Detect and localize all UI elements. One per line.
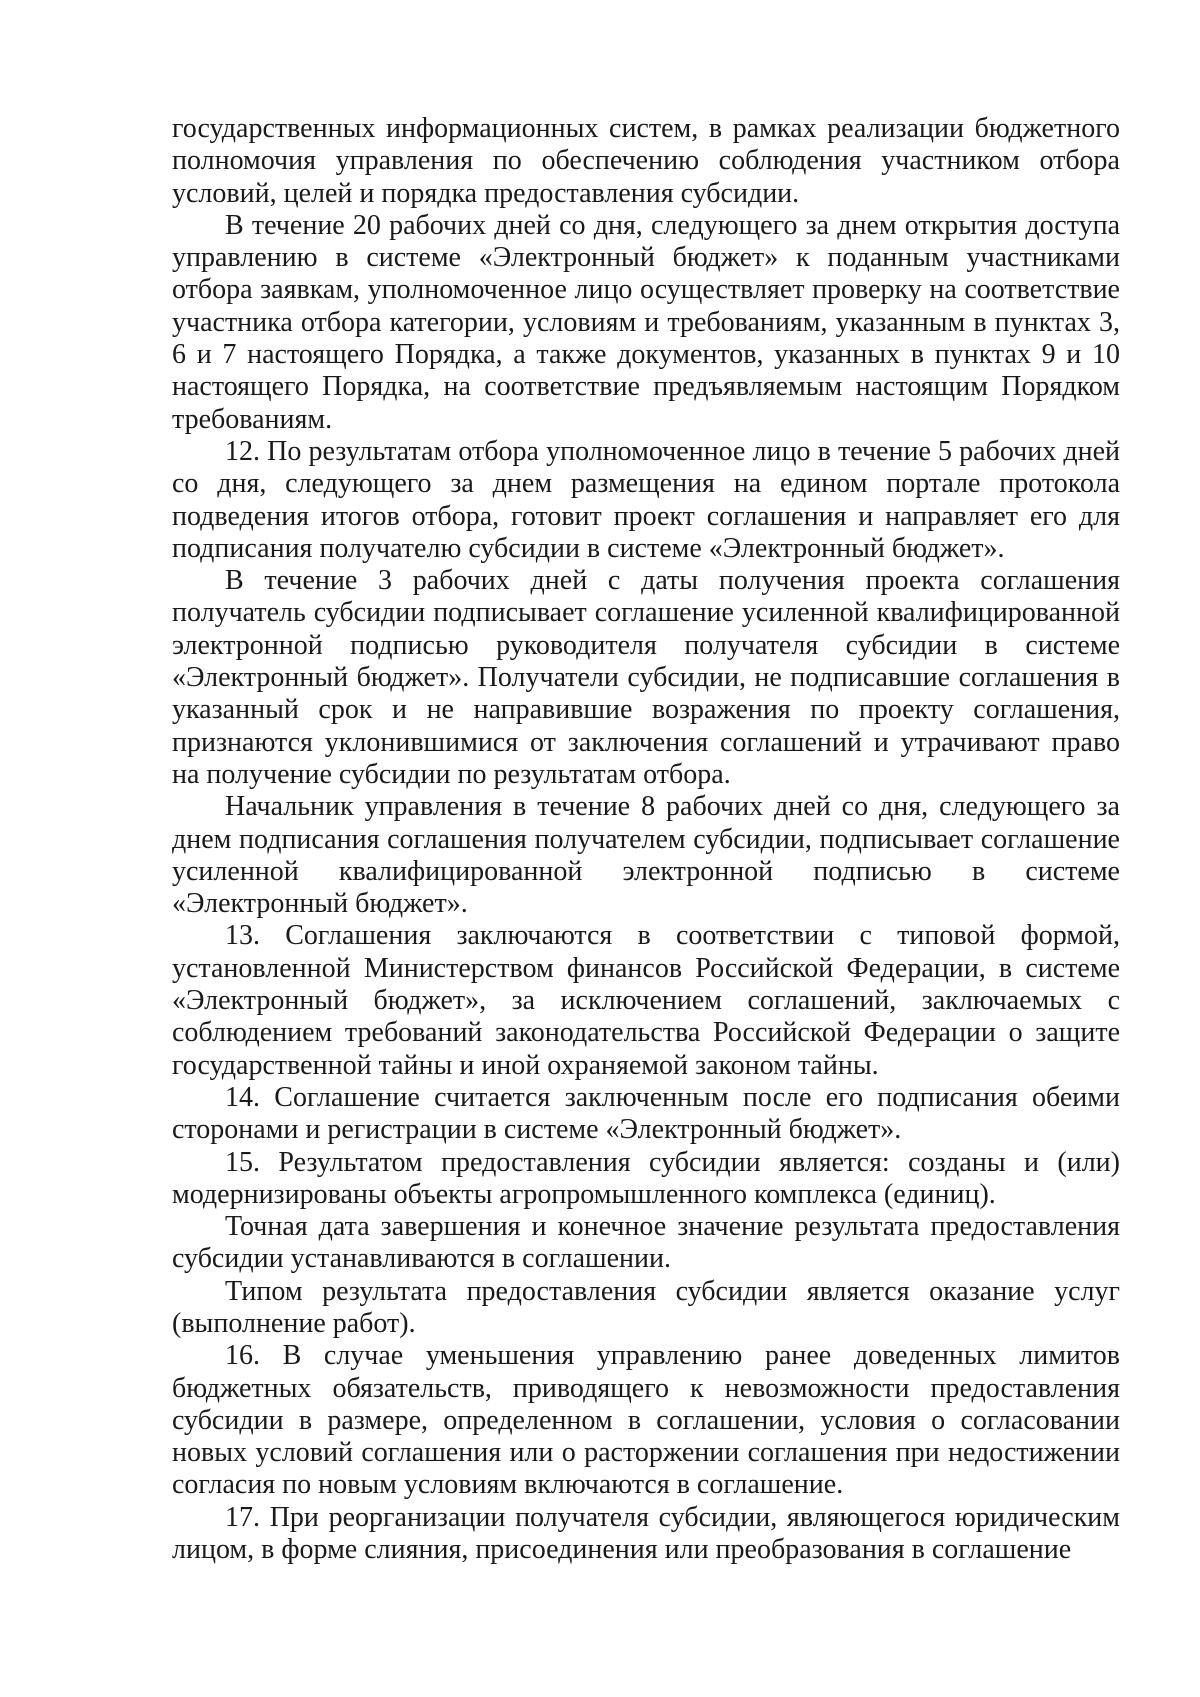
paragraph-review-period: В течение 20 рабочих дней со дня, следующего за днем открытия доступа управлению в системе «Электронный бюджет» к поданным участниками отбора заявкам, уполномоченное лицо осуществляет проверку на соответствие участника отбора категории, условиям и требованиям, указанным в пунктах 3, 6 и 7 настоящего Порядка, а также документов, указанных в пунктах 9 и 10 настоящего Порядка, на соответствие предъявляемым настоящим Порядком требованиям. <box>172 209 1120 435</box>
paragraph-continuation: государственных информационных систем, в рамках реализации бюджетного полномочия управления по обеспечению соблюдения участником отбора условий, целей и порядка предоставления субсидии. <box>172 113 1120 209</box>
paragraph-item-14: 14. Соглашение считается заключенным после его подписания обеими сторонами и регистрации в системе «Электронный бюджет». <box>172 1081 1120 1146</box>
paragraph-signing-head: Начальник управления в течение 8 рабочих дней со дня, следующего за днем подписания соглашения получателем субсидии, подписывает соглашение усиленной квалифицированной электронной подписью в системе «Электронный бюджет». <box>172 791 1120 920</box>
paragraph-item-16: 16. В случае уменьшения управлению ранее доведенных лимитов бюджетных обязательств, приводящего к невозможности предоставления субсидии в размере, определенном в соглашении, условия о согласовании новых условий соглашения или о расторжении соглашения при недостижении согласия по новым условиям включаются в соглашение. <box>172 1340 1120 1501</box>
paragraph-item-17: 17. При реорганизации получателя субсидии, являющегося юридическим лицом, в форме слияния, присоединения или преобразования в соглашение <box>172 1501 1120 1566</box>
paragraph-item-12: 12. По результатам отбора уполномоченное лицо в течение 5 рабочих дней со дня, следующего за днем размещения на едином портале протокола подведения итогов отбора, готовит проект соглашения и направляет его для подписания получателю субсидии в системе «Электронный бюджет». <box>172 435 1120 564</box>
paragraph-result-type: Типом результата предоставления субсидии является оказание услуг (выполнение работ). <box>172 1275 1120 1339</box>
paragraph-signing-recipient: В течение 3 рабочих дней с даты получения проекта соглашения получатель субсидии подписывает соглашение усиленной квалифицированной электронной подписью руководителя получателя субсидии в системе «Электронный бюджет». Получатели субсидии, не подписавшие соглашения в указанный срок и не направившие возражения по проекту соглашения, признаются уклонившимися от заключения соглашений и утрачивают право на получение субсидии по результатам отбора. <box>172 565 1120 790</box>
paragraph-result-date: Точная дата завершения и конечное значение результата предоставления субсидии устанавливаются в соглашении. <box>172 1211 1120 1275</box>
document-page <box>172 113 1120 1566</box>
paragraph-item-15: 15. Результатом предоставления субсидии является: созданы и (или) модернизированы объекты агропромышленного комплекса (единиц). <box>172 1146 1120 1210</box>
paragraph-item-13: 13. Соглашения заключаются в соответствии с типовой формой, установленной Министерством финансов Российской Федерации, в системе «Электронный бюджет», за исключением соглашений, заключаемых с соблюдением требований законодательства Российской Федерации о защите государственной тайны и иной охраняемой законом тайны. <box>172 920 1120 1081</box>
